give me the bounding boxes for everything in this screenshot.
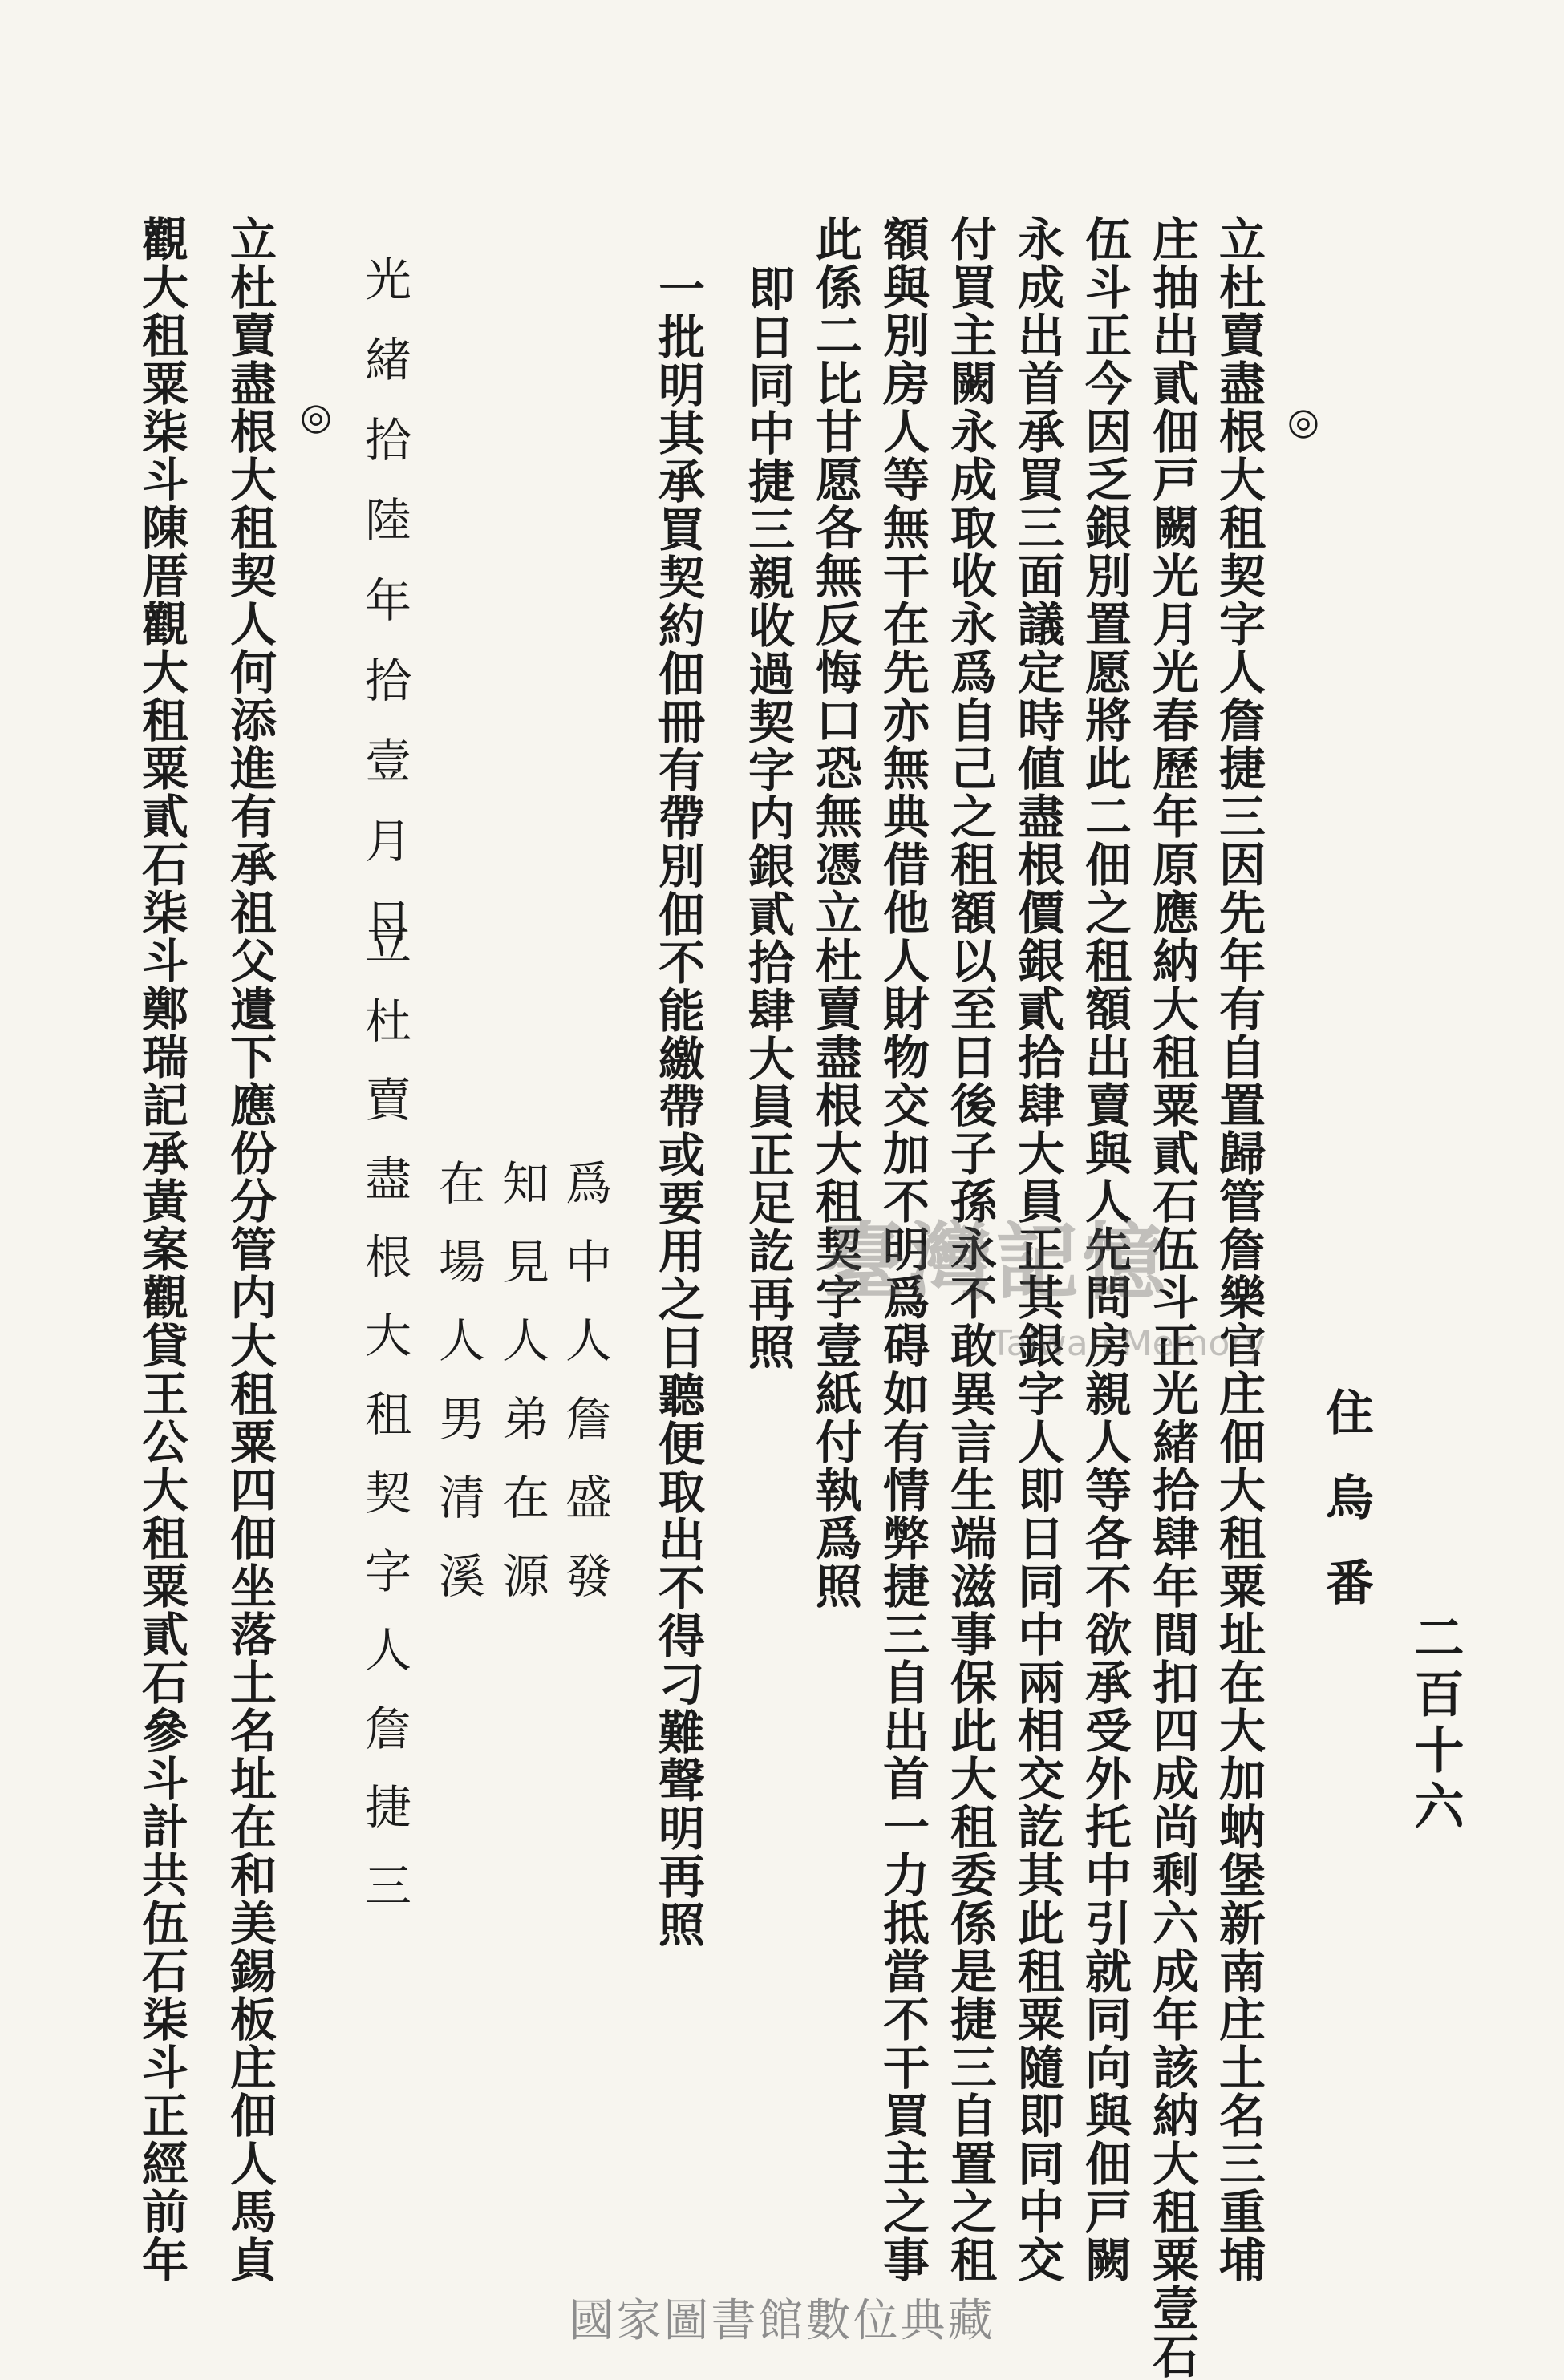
deed1-line-6: 額與別房人等無干在先亦無典借他人財物交加不明爲碍如有情弊捷三自出首一力抵當不干買主之事: [875, 215, 930, 2284]
witness-middleman: 爲中人詹盛發: [557, 1159, 612, 1630]
deed1-line-7: 此係二比甘愿各無反悔口恐無憑立杜賣盡根大租契字壹紙付執爲照: [808, 215, 862, 1610]
witness-observer: 知見人弟在源: [495, 1159, 549, 1630]
deed1-date: 光緒拾陸年拾壹月日: [357, 255, 411, 977]
deed2-line-2: 觀大租粟柒斗陳厝觀大租粟貳石柒斗鄭瑞記承黃案觀貸王公大租粟貳石參斗計共伍石柒斗正經前年: [134, 215, 188, 2284]
watermark-logo: [806, 1195, 1303, 1395]
deed1-line-8: 即日同中捷三親收過契字内銀貳拾肆大員正足訖再照: [740, 265, 795, 1371]
deed1-signer: 立杜賣盡根大租契字人詹捷三: [357, 918, 411, 1940]
witness-present: 在場人男清溪: [431, 1159, 485, 1630]
deed1-line-3: 伍斗正今因乏銀別置愿將此二佃之租額出賣與人先問房親人等各不欲承受外托中引就同向與佃戸闕: [1077, 215, 1132, 2284]
section-marker-icon: ◎: [1282, 399, 1325, 443]
footer-credit: 國家圖書館數位典藏: [569, 2295, 995, 2347]
section-marker-icon: ◎: [294, 395, 338, 438]
page-number: 二百十六: [1406, 1612, 1465, 1836]
deed2-line-1: 立杜賣盡根大租契人何添進有承祖父遺下應份分管内大租粟四佃坐落土名址在和美錫板庄佃人馬貞: [222, 215, 277, 2284]
deed1-line-1: 立杜賣盡根大租契字人詹捷三因先年有自置歸管詹樂官庄佃大租粟址在大加蚋堡新南庄土名三重埔: [1211, 215, 1266, 2284]
deed1-line-4: 永成出首承買三面議定時値盡根價銀貳拾肆大員正其銀字人即日同中兩相交訖其此租粟隨即同中交: [1010, 215, 1064, 2284]
watermark-en: Taiwan Memory: [991, 1323, 1266, 1364]
deed1-line-2: 庄抽出貳佃戸闕光月光春歷年原應納大租粟貳石伍斗正光緒拾肆年間扣四成尚剩六成年該納大租粟壹石: [1145, 215, 1199, 2380]
section-header: 住烏番: [1318, 1387, 1374, 1642]
deed1-line-5: 付買主闕永成取收永爲自己之租額以至日後子孫永不敢異言生端滋事保此大租委係是捷三自置之租: [942, 215, 997, 2284]
deed1-line-9: 一批明其承買契約佃冊有帶別佃不能繳帶或要用之日聽便取出不得刁難聲明再照: [650, 265, 705, 1949]
watermark-cjk: 臺灣記憶: [822, 1212, 1169, 1311]
